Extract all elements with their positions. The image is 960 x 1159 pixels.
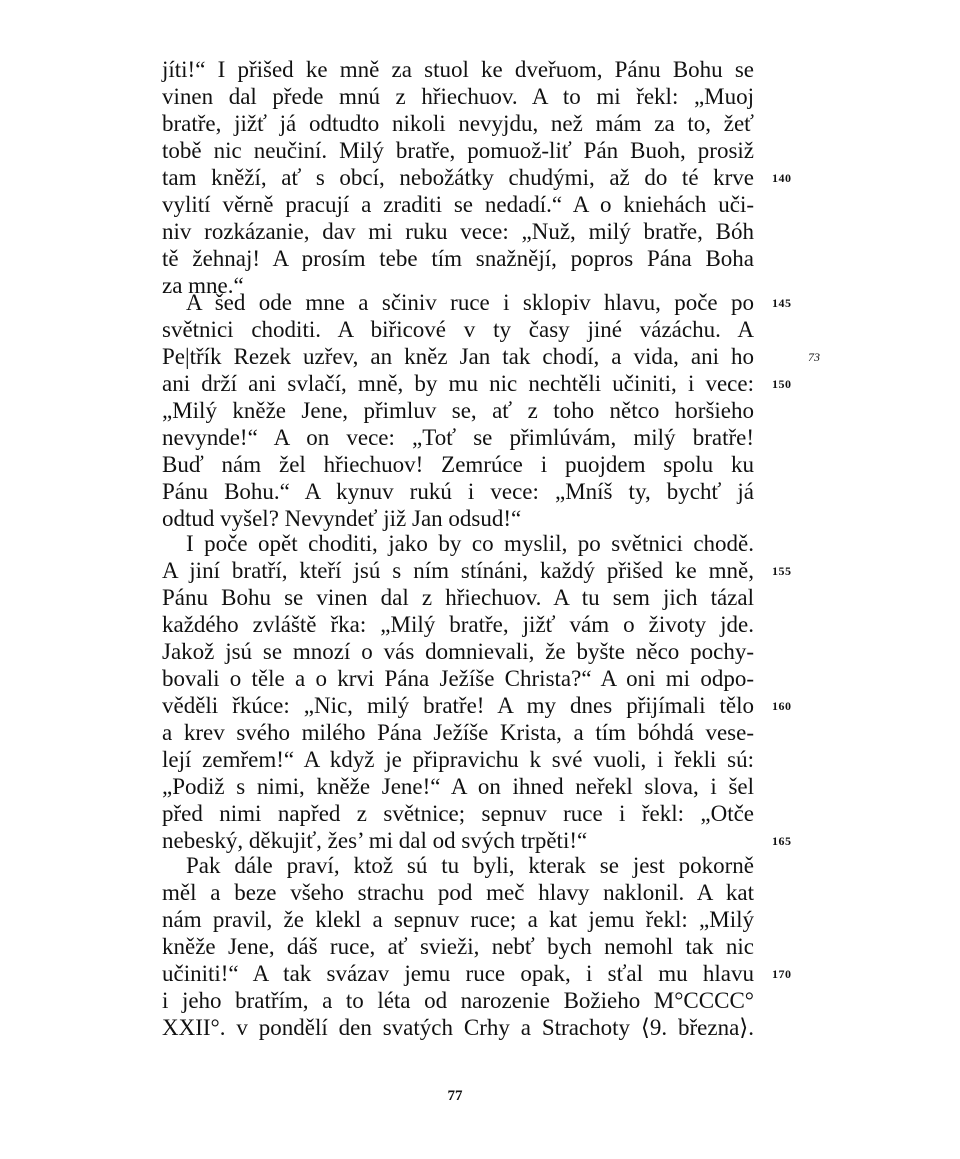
text-line: niv rozkázanie, dav mi ruku vece: „Nuž, milý bratře, Bóh: [162, 219, 754, 244]
text-line: nám pravil, že klekl a sepnuv ruce; a kat jemu řekl: „Milý: [162, 907, 754, 932]
text-line: bovali o těle a o krvi Pána Ježíše Christa?“ A oni mi odpo-: [162, 666, 754, 691]
text-line: „Podiž s nimi, kněže Jene!“ A on ihned neřekl slova, i šel: [162, 774, 754, 799]
line-number: 145: [772, 296, 792, 310]
page-number: 77: [447, 1088, 463, 1104]
text-line: tobě nic neučiní. Milý bratře, pomuož-liť Pán Buoh, prosiž: [162, 138, 754, 163]
text-line: Pak dále praví, ktož sú tu byli, kterak se jest pokorně: [186, 853, 754, 878]
text-line: tam kněží, ať s obcí, nebožátky chudými, až do té krve: [162, 165, 754, 190]
text-line: kněže Jene, dáš ruce, ať svieži, nebť bych nemohl tak nic: [162, 934, 754, 959]
text-line: měl a beze všeho strachu pod meč hlavy naklonil. A kat: [162, 880, 754, 905]
text-line: věděli řkúce: „Nic, milý bratře! A my dnes přijímali tělo: [162, 693, 754, 718]
text-line: A jiní bratří, kteří jsú s ním stínáni, každý přišed ke mně,: [162, 558, 754, 583]
text-line: jíti!“ I přišed ke mně za stuol ke dveřuom, Pánu Bohu se: [162, 57, 754, 82]
line-number: 150: [772, 377, 792, 391]
line-number: 155: [772, 564, 792, 578]
text-line: Pánu Bohu se vinen dal z hřiechuov. A tu sem jich tázal: [162, 585, 754, 610]
line-number: 170: [772, 967, 792, 981]
text-line: nevynde!“ A on vece: „Toť se přimlúvám, milý bratře!: [162, 425, 754, 450]
text-line: Pe|třík Rezek uzřev, an kněz Jan tak chodí, a vida, ani ho: [162, 344, 754, 369]
text-line: odtud vyšel? Nevyndeť již Jan odsud!“: [162, 506, 522, 531]
text-line: před nimi napřed z světnice; sepnuv ruce i řekl: „Otče: [162, 801, 754, 826]
text-line: i jeho bratřím, a to léta od narozenie Božieho M°CCCC°: [162, 988, 754, 1013]
text-line: Buď nám žel hřiechuov! Zemrúce i puojdem spolu ku: [162, 452, 754, 477]
text-line: každého zvláště řka: „Milý bratře, jižť vám o životy jde.: [162, 612, 754, 637]
text-line: světnici choditi. A biřicové v ty časy jiné vázáchu. A: [162, 317, 754, 342]
text-line: za mne.“: [162, 273, 244, 298]
text-line: lejí zemřem!“ A když je připravichu k své vuoli, i řekli sú:: [162, 747, 754, 772]
line-number: 140: [772, 171, 792, 185]
margin-page-reference: 73: [808, 350, 820, 364]
text-line: XXII°. v pondělí den svatých Crhy a Strachoty ⟨9. března⟩.: [162, 1015, 754, 1040]
text-line: tě žehnaj! A prosím tebe tím snažnějí, popros Pána Boha: [162, 246, 754, 271]
text-line: Pánu Bohu.“ A kynuv rukú i vece: „Mníš ty, bychť já: [162, 479, 754, 504]
text-line: učiniti!“ A tak svázav jemu ruce opak, i sťal mu hlavu: [162, 961, 754, 986]
line-number: 165: [772, 834, 792, 848]
text-line: A šed ode mne a sčiniv ruce i sklopiv hlavu, poče po: [186, 290, 754, 315]
text-line: I poče opět choditi, jako by co myslil, po světnici chodě.: [186, 531, 754, 556]
text-line: bratře, jižť já odtudto nikoli nevyjdu, než mám za to, žeť: [162, 111, 754, 136]
line-number: 160: [772, 699, 792, 713]
text-line: Jakož jsú se mnozí o vás domnievali, že byšte něco pochy-: [162, 639, 754, 664]
text-line: „Milý kněže Jene, přimluv se, ať z toho nětco horšieho: [162, 398, 754, 423]
text-line: vinen dal přede mnú z hřiechuov. A to mi řekl: „Muoj: [162, 84, 754, 109]
text-line: a krev svého milého Pána Ježíše Krista, a tím bóhdá vese-: [162, 720, 754, 745]
text-line: vylití věrně pracují a zraditi se nedadí.“ A o kniehách uči-: [162, 192, 754, 217]
text-line: nebeský, děkujiť, žes’ mi dal od svých trpěti!“: [162, 828, 588, 853]
text-line: ani drží ani svlačí, mně, by mu nic nechtěli učiniti, i vece:: [162, 371, 754, 396]
